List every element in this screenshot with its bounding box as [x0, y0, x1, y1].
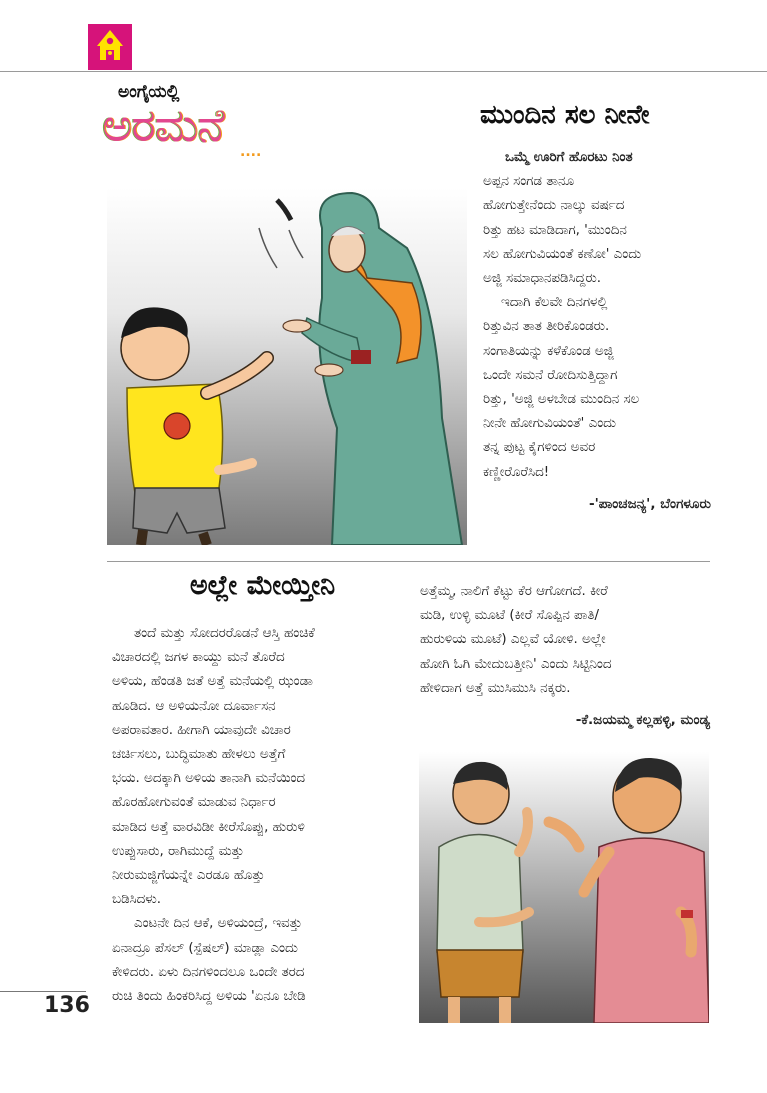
section-divider [107, 561, 710, 562]
story2-line: ಅಪರಾವತಾರ. ಹೀಗಾಗಿ ಯಾವುದೇ ವಿಚಾರ [112, 722, 291, 738]
story1-line: ರಿತ್ತುವಿನ ತಾತ ತೀರಿಕೊಂಡರು. [483, 319, 610, 335]
story1-line: ನೀನೇ ಹೋಗುವಿಯಂತೆ' ಎಂದು [483, 416, 617, 432]
story1-line: ಸಲ ಹೋಗುವಿಯಂತೆ ಕಣೋ' ಎಂದು [483, 246, 642, 262]
page-number-rule [0, 991, 86, 992]
story1-line: ಹೋಗುತ್ತೇನೆಂದು ನಾಲ್ಕು ವರ್ಷದ [483, 198, 625, 214]
story1-line: ಒಮ್ಮೆ ಊರಿಗೆ ಹೊರಟು ನಿಂತ [505, 150, 633, 165]
story1-line: ಅಜ್ಜಿ ಸಮಾಧಾನಪಡಿಸಿದ್ದರು. [483, 271, 601, 287]
story2-line: ಅತ್ತೆಮ್ಮ, ನಾಲಿಗೆ ಕೆಟ್ಟು ಕೆರ ಆಗೋಗದೆ. ಕೀರೆ [420, 584, 608, 599]
story1-line: ರಿತ್ತು ಹಟ ಮಾಡಿದಾಗ, 'ಮುಂದಿನ [483, 222, 627, 238]
story2-line: ಭಯ. ಅದಕ್ಕಾಗಿ ಅಳಿಯ ತಾನಾಗಿ ಮನೆಯಿಂದ [112, 771, 306, 787]
story2-line: ತಂದೆ ಮತ್ತು ಸೋದರರೊಡನೆ ಆಸ್ತಿ ಹಂಚಿಕೆ [134, 626, 315, 641]
story1-line: ಕಣ್ಣೀರೊರೆಸಿದ! [483, 464, 550, 480]
story2-illustration [419, 752, 709, 1023]
story2-body-left [112, 622, 412, 1009]
story2-line: ಅಳಿಯ, ಹೆಂಡತಿ ಜತೆ ಅತ್ತೆ ಮನೆಯಲ್ಲಿ ಝಂಡಾ [112, 674, 313, 690]
story1-line: ಒಂದೇ ಸಮನೆ ರೋದಿಸುತ್ತಿದ್ದಾಗ [483, 367, 618, 383]
page-number: 136 [44, 993, 90, 1018]
masthead-big-text: ಅರಮನೆ [102, 98, 224, 152]
masthead-small-text: ಅಂಗೈಯಲ್ಲಿ [118, 82, 180, 102]
story2-line: ಉಪ್ಪುಸಾರು, ರಾಗಿಮುದ್ದೆ ಮತ್ತು [112, 843, 245, 859]
story1-line: ರಿತ್ತು, 'ಅಜ್ಜಿ ಅಳಬೇಡ ಮುಂದಿನ ಸಲ [483, 392, 640, 408]
story2-credit: -ಕೆ.ಜಯಮ್ಮ ಕಲ್ಲಹಳ್ಳಿ, ಮಂಡ್ಯ [575, 712, 710, 728]
story1-line: ಅಪ್ಪನ ಸಂಗಡ ತಾನೂ [483, 174, 575, 190]
story2-line: ಹುರುಳಿಯ ಮೂಟೆ) ಎಲ್ಲವೆ ಯೋಳಿ. ಅಲ್ಲೇ [420, 632, 606, 648]
story2-line: ಕೇಳಿದರು. ಏಳು ದಿನಗಳಿಂದಲೂ ಒಂದೇ ತರದ [112, 964, 305, 980]
story2-line: ಹೊರಹೋಗುವಂತೆ ಮಾಡುವ ನಿರ್ಧಾರ [112, 795, 276, 811]
story2-line: ನೀರುಮಜ್ಜಿಗೆಯನ್ನೇ ಎರಡೂ ಹೊತ್ತು [112, 868, 265, 884]
story1-line: ಇದಾಗಿ ಕೆಲವೇ ದಿನಗಳಲ್ಲಿ [501, 295, 608, 311]
masthead-dots: .... [240, 144, 262, 160]
story2-line: ಏನಾದ್ರೂ ಪೆಸಲ್ (ಸ್ಪೆಷಲ್) ಮಾಡ್ಲಾ ಎಂದು [112, 940, 298, 956]
story1-line: ತನ್ನ ಪುಟ್ಟ ಕೈಗಳಿಂದ ಅವರ [483, 440, 596, 456]
story2-body-right [420, 580, 720, 701]
story2-line: ಹೂಡಿದ. ಆ ಅಳಿಯನೋ ದೂರ್ವಾಸನ [112, 698, 276, 714]
column-masthead [100, 82, 275, 162]
story1-illustration [107, 188, 467, 545]
story2-line: ರುಚಿ ತಿಂದು ಹಿಂಕರಿಸಿದ್ದ ಅಳಿಯ 'ಏನೂ ಬೇಡಿ [112, 989, 306, 1005]
story2-line: ವಿಚಾರದಲ್ಲಿ ಜಗಳ ಕಾಯ್ದು ಮನೆ ತೊರೆದ [112, 650, 285, 666]
story1-body [483, 146, 723, 485]
story1-credit: -'ಪಾಂಚಜನ್ಯ', ಬೆಂಗಳೂರು [588, 496, 711, 512]
story2-line: ಮಡಿ, ಉಳ್ಳಿ ಮೂಟೆ (ಕೀರೆ ಸೊಪ್ಪಿನ ಪಾತಿ/ [420, 608, 599, 624]
story2-line: ಹೋಗಿ ಓಗಿ ಮೇದುಬತ್ತೀನಿ' ಎಂದು ಸಿಟ್ಟಿನಿಂದ [420, 656, 612, 672]
story2-line: ಮಾಡಿದ ಅತ್ತೆ ವಾರವಿಡೀ ಕೀರೆಸೊಪ್ಪು, ಹುರುಳಿ [112, 819, 305, 835]
magazine-logo [88, 24, 132, 70]
header-rule [0, 71, 767, 72]
story1-title: ಮುಂದಿನ ಸಲ ನೀನೇ [480, 100, 650, 130]
story2-title: ಅಲ್ಲೇ ಮೇಯ್ತೀನಿ [189, 570, 336, 601]
story2-line: ಹೇಳಿದಾಗ ಅತ್ತೆ ಮುಸಿಮುಸಿ ನಕ್ಕರು. [420, 680, 571, 696]
story2-line: ಎಂಟನೇ ದಿನ ಆಕೆ, ಅಳಿಯಂದ್ರೆ, ಇವತ್ತು [134, 916, 303, 932]
story1-line: ಸಂಗಾತಿಯನ್ನು ಕಳೆಕೊಂಡ ಅಜ್ಜಿ [483, 343, 614, 359]
story2-line: ಬಡಿಸಿದಳು. [112, 892, 162, 908]
story2-line: ಚರ್ಚಿಸಲು, ಬುದ್ಧಿಮಾತು ಹೇಳಲು ಅತ್ತೆಗೆ [112, 747, 286, 763]
